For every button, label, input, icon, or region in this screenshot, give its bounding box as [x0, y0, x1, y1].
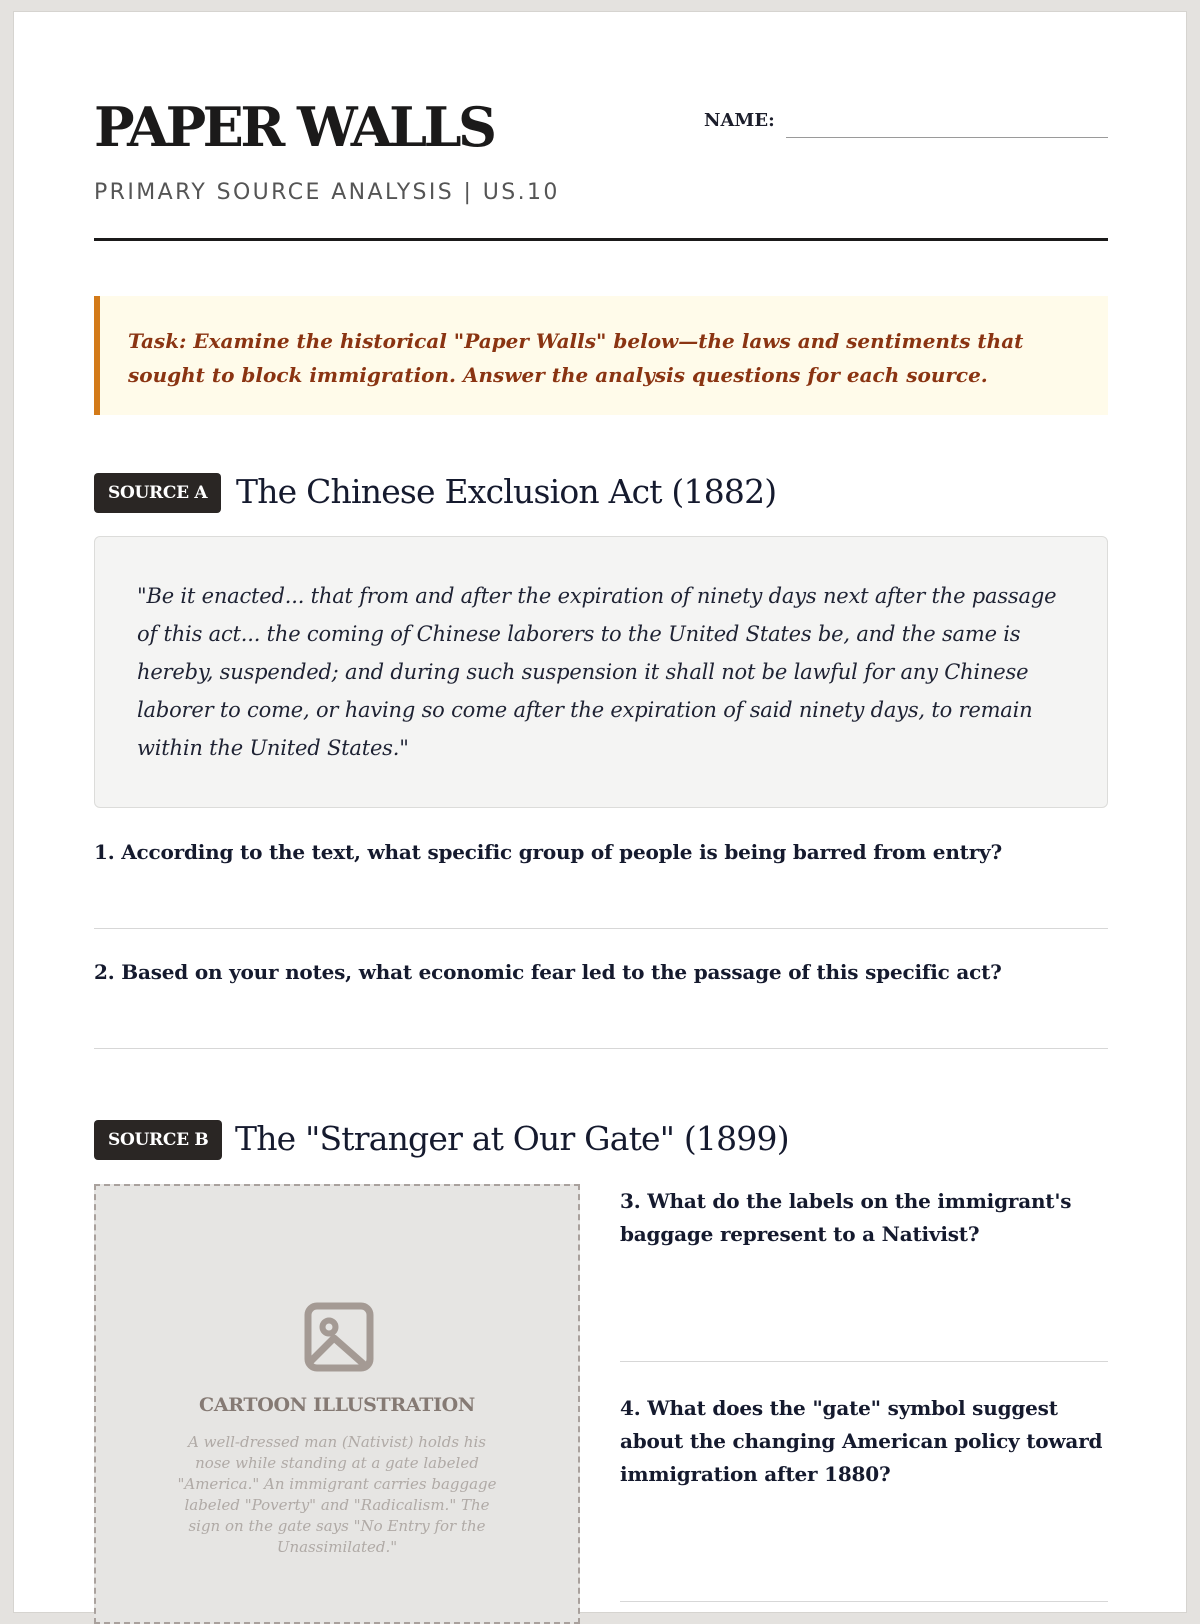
source-a-quote: "Be it enacted... that from and after the expiration of ninety days next after the passage of this act... the coming of Chinese laborers to the United States be, and the same is hereby, suspended; and during such suspension it shall not be lawful for any Chinese laborer to come, or having so come after the expiration of said ninety days, to remain within the United States." — [94, 536, 1108, 808]
answer-line-1[interactable] — [94, 928, 1108, 929]
name-field-row — [704, 110, 1108, 140]
cartoon-label: CARTOON ILLUSTRATION — [199, 1394, 475, 1416]
answer-line-4[interactable] — [620, 1601, 1108, 1602]
worksheet-page — [14, 12, 1186, 1612]
name-label: NAME: — [704, 110, 775, 131]
question-2: 2. Based on your notes, what economic fear led to the passage of this specific act? — [94, 960, 1002, 984]
source-a-badge: SOURCE A — [94, 473, 221, 513]
worksheet-subtitle: PRIMARY SOURCE ANALYSIS | US.10 — [94, 180, 560, 205]
worksheet-title: PAPER WALLS — [94, 95, 494, 159]
source-a-title: The Chinese Exclusion Act (1882) — [236, 472, 777, 511]
source-b-badge: SOURCE B — [94, 1120, 222, 1160]
source-b-title: The "Stranger at Our Gate" (1899) — [235, 1119, 789, 1158]
answer-line-3[interactable] — [620, 1361, 1108, 1362]
question-3: 3. What do the labels on the immigrant's baggage represent to a Nativist? — [620, 1189, 1072, 1246]
question-4: 4. What does the "gate" symbol suggest about the changing American policy toward immigration after 1880? — [620, 1396, 1103, 1486]
task-callout: Task: Examine the historical "Paper Walls" below—the laws and sentiments that sought to block immigration. Answer the analysis questions for each source. — [94, 296, 1108, 415]
header-divider — [94, 238, 1108, 241]
cartoon-description: A well-dressed man (Nativist) holds his nose while standing at a gate labeled "America." An immigrant carries baggage labeled "Poverty" and "Radicalism." The sign on the gate says "No Entry for the Unassimilated." — [177, 1433, 497, 1556]
image-icon — [304, 1302, 374, 1372]
cartoon-placeholder — [94, 1184, 580, 1624]
name-input[interactable] — [786, 137, 1108, 138]
source-b-header — [94, 1117, 1108, 1161]
source-a-header — [94, 470, 1108, 514]
answer-line-2[interactable] — [94, 1048, 1108, 1049]
question-1: 1. According to the text, what specific group of people is being barred from entry? — [94, 840, 1002, 864]
